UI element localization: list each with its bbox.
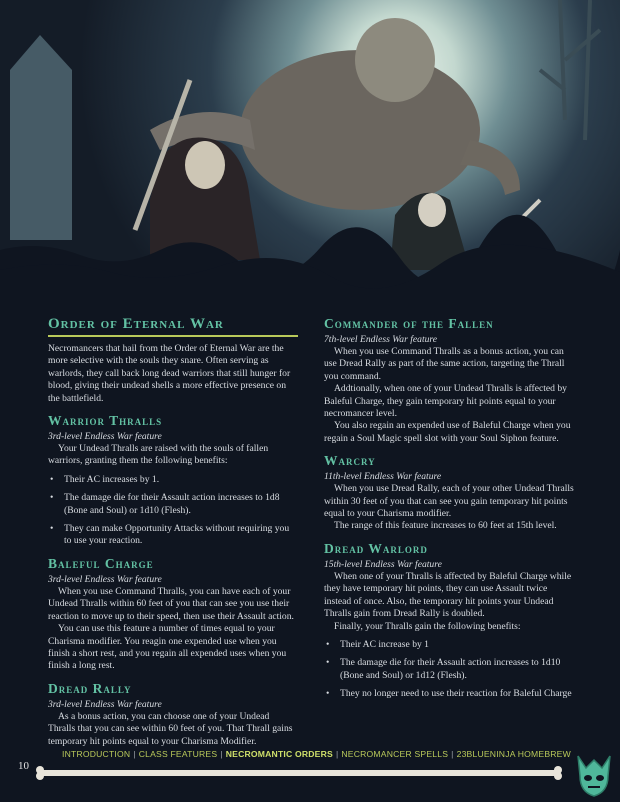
list-item: • They no longer need to use their reaction for Baleful Charge bbox=[336, 688, 574, 700]
dread-warlord-list bbox=[324, 639, 574, 701]
brute-head-shape bbox=[355, 18, 435, 102]
section-title: Order of Eternal War bbox=[48, 316, 298, 337]
warrior-thralls-list bbox=[48, 474, 298, 548]
skull-right-shape bbox=[418, 193, 446, 227]
dread-warlord-level: 15th-level Endless War feature bbox=[324, 558, 442, 570]
footer-link-homebrew[interactable]: 23BLUENINJA HOMEBREW bbox=[456, 749, 571, 759]
warcry-text-1: When you use Dread Rally, each of your other Undead Thralls within 30 feet of you that can see you gain temporary hit points equal to your Charisma modifier. bbox=[324, 483, 574, 520]
left-column bbox=[48, 316, 298, 748]
warcry-text-2: The range of this feature increases to 60 feet at 15th level. bbox=[334, 520, 557, 532]
footer-link-necromancer-spells[interactable]: NECROMANCER SPELLS bbox=[341, 749, 449, 759]
obelisk-shape bbox=[10, 35, 72, 240]
fog-base-shape bbox=[0, 245, 620, 300]
page-content bbox=[0, 300, 620, 747]
dread-warlord-text-1: When one of your Thralls is affected by Baleful Charge while they have temporary hit points, they can use Assault twice instead of once. Also, the temporary hit points your Undead Thralls gain from Dread Rally is doubled. bbox=[324, 570, 572, 620]
footer-nav bbox=[62, 749, 571, 759]
warrior-thralls-text: Your Undead Thralls are raised with the souls of fallen warriors, granting them the following benefits: bbox=[48, 443, 269, 467]
dead-tree-shape bbox=[540, 0, 600, 140]
undead-warriors-illustration bbox=[0, 0, 620, 300]
warrior-thralls-heading: Warrior Thralls bbox=[48, 413, 163, 429]
dread-rally-text: As a bonus action, you can choose one of your Undead Thralls that you can see within 60 feet of you. That Thrall gains temporary hit points equal to your Charisma Modifier. bbox=[48, 710, 293, 747]
commander-text-3: You also regain an expended use of Baleful Charge when you regain a Soul Magic spell slot with your Soul Siphon feature. bbox=[324, 420, 571, 444]
warcry-heading: Warcry bbox=[324, 453, 376, 469]
list-item: • The damage die for their Assault action increases to 1d8 (Bone and Soul) or 1d10 (Flesh). bbox=[60, 492, 298, 517]
baleful-charge-level: 3rd-level Endless War feature bbox=[48, 573, 162, 585]
page-number: 10 bbox=[18, 760, 29, 772]
list-item: • Their AC increases by 1. bbox=[60, 474, 298, 486]
warcry-level: 11th-level Endless War feature bbox=[324, 471, 442, 483]
list-item: • Their AC increase by 1 bbox=[336, 639, 574, 651]
list-item: • The damage die for their Assault action increases to 1d10 (Bone and Soul) or 1d12 (Flesh). bbox=[336, 657, 574, 682]
footer-link-class-features[interactable]: CLASS FEATURES bbox=[138, 749, 218, 759]
baleful-charge-text-2: You can use this feature a number of times equal to your Charisma modifier. You reagin one expended use when you finish a short rest, and you regain all expended uses when you finish a long rest. bbox=[48, 623, 287, 672]
warrior-thralls-level: 3rd-level Endless War feature bbox=[48, 431, 162, 443]
brute-arm-right-shape bbox=[460, 140, 520, 195]
commander-text-2: Addtionally, when one of your Undead Thralls is affected by Baleful Charge, they gain temporary hit points equal to your necromancer level. bbox=[324, 383, 567, 420]
baleful-charge-text-1: When you use Command Thralls, you can have each of your Undead Thralls within 60 feet of you that can see you use their reaction to move up to their speed, then use their Assault action. bbox=[48, 585, 294, 622]
footer-link-introduction[interactable]: INTRODUCTION bbox=[62, 749, 131, 759]
header-illustration bbox=[0, 0, 620, 300]
right-column bbox=[324, 316, 574, 707]
bone-divider-icon bbox=[34, 766, 564, 780]
commander-level: 7th-level Endless War feature bbox=[324, 334, 438, 345]
footer-separator: | bbox=[220, 749, 223, 759]
dread-warlord-heading: Dread Warlord bbox=[324, 540, 428, 556]
page-footer bbox=[0, 740, 620, 802]
dread-rally-heading: Dread Rally bbox=[48, 680, 132, 696]
footer-separator: | bbox=[335, 749, 339, 759]
footer-link-necromantic-orders[interactable]: NECROMANTIC ORDERS bbox=[225, 749, 333, 759]
baleful-charge-heading: Baleful Charge bbox=[48, 555, 154, 571]
skull-shape bbox=[185, 141, 225, 189]
commander-text-1: When you use Command Thralls as a bonus action, you can use Dread Rally as part of the same action, targeting the Thrall you command. bbox=[324, 346, 565, 382]
demon-skull-logo-icon bbox=[574, 754, 614, 798]
footer-separator: | bbox=[451, 749, 454, 759]
list-item: • They can make Opportunity Attacks without requiring you to use your reaction. bbox=[60, 523, 298, 548]
dread-warlord-text-2: Finally, your Thralls gain the following benefits: bbox=[334, 620, 521, 632]
commander-heading: Commander of the Fallen bbox=[324, 316, 494, 331]
intro-paragraph: Necromancers that hail from the Order of Eternal War are the more selective with the souls they snare. Often serving as warlords, they call back long dead warriors that still hunger for blood, giving their undead shells a more effective presence on the battlefield. bbox=[48, 343, 291, 404]
footer-separator: | bbox=[133, 749, 136, 759]
dread-rally-level: 3rd-level Endless War feature bbox=[48, 698, 162, 710]
